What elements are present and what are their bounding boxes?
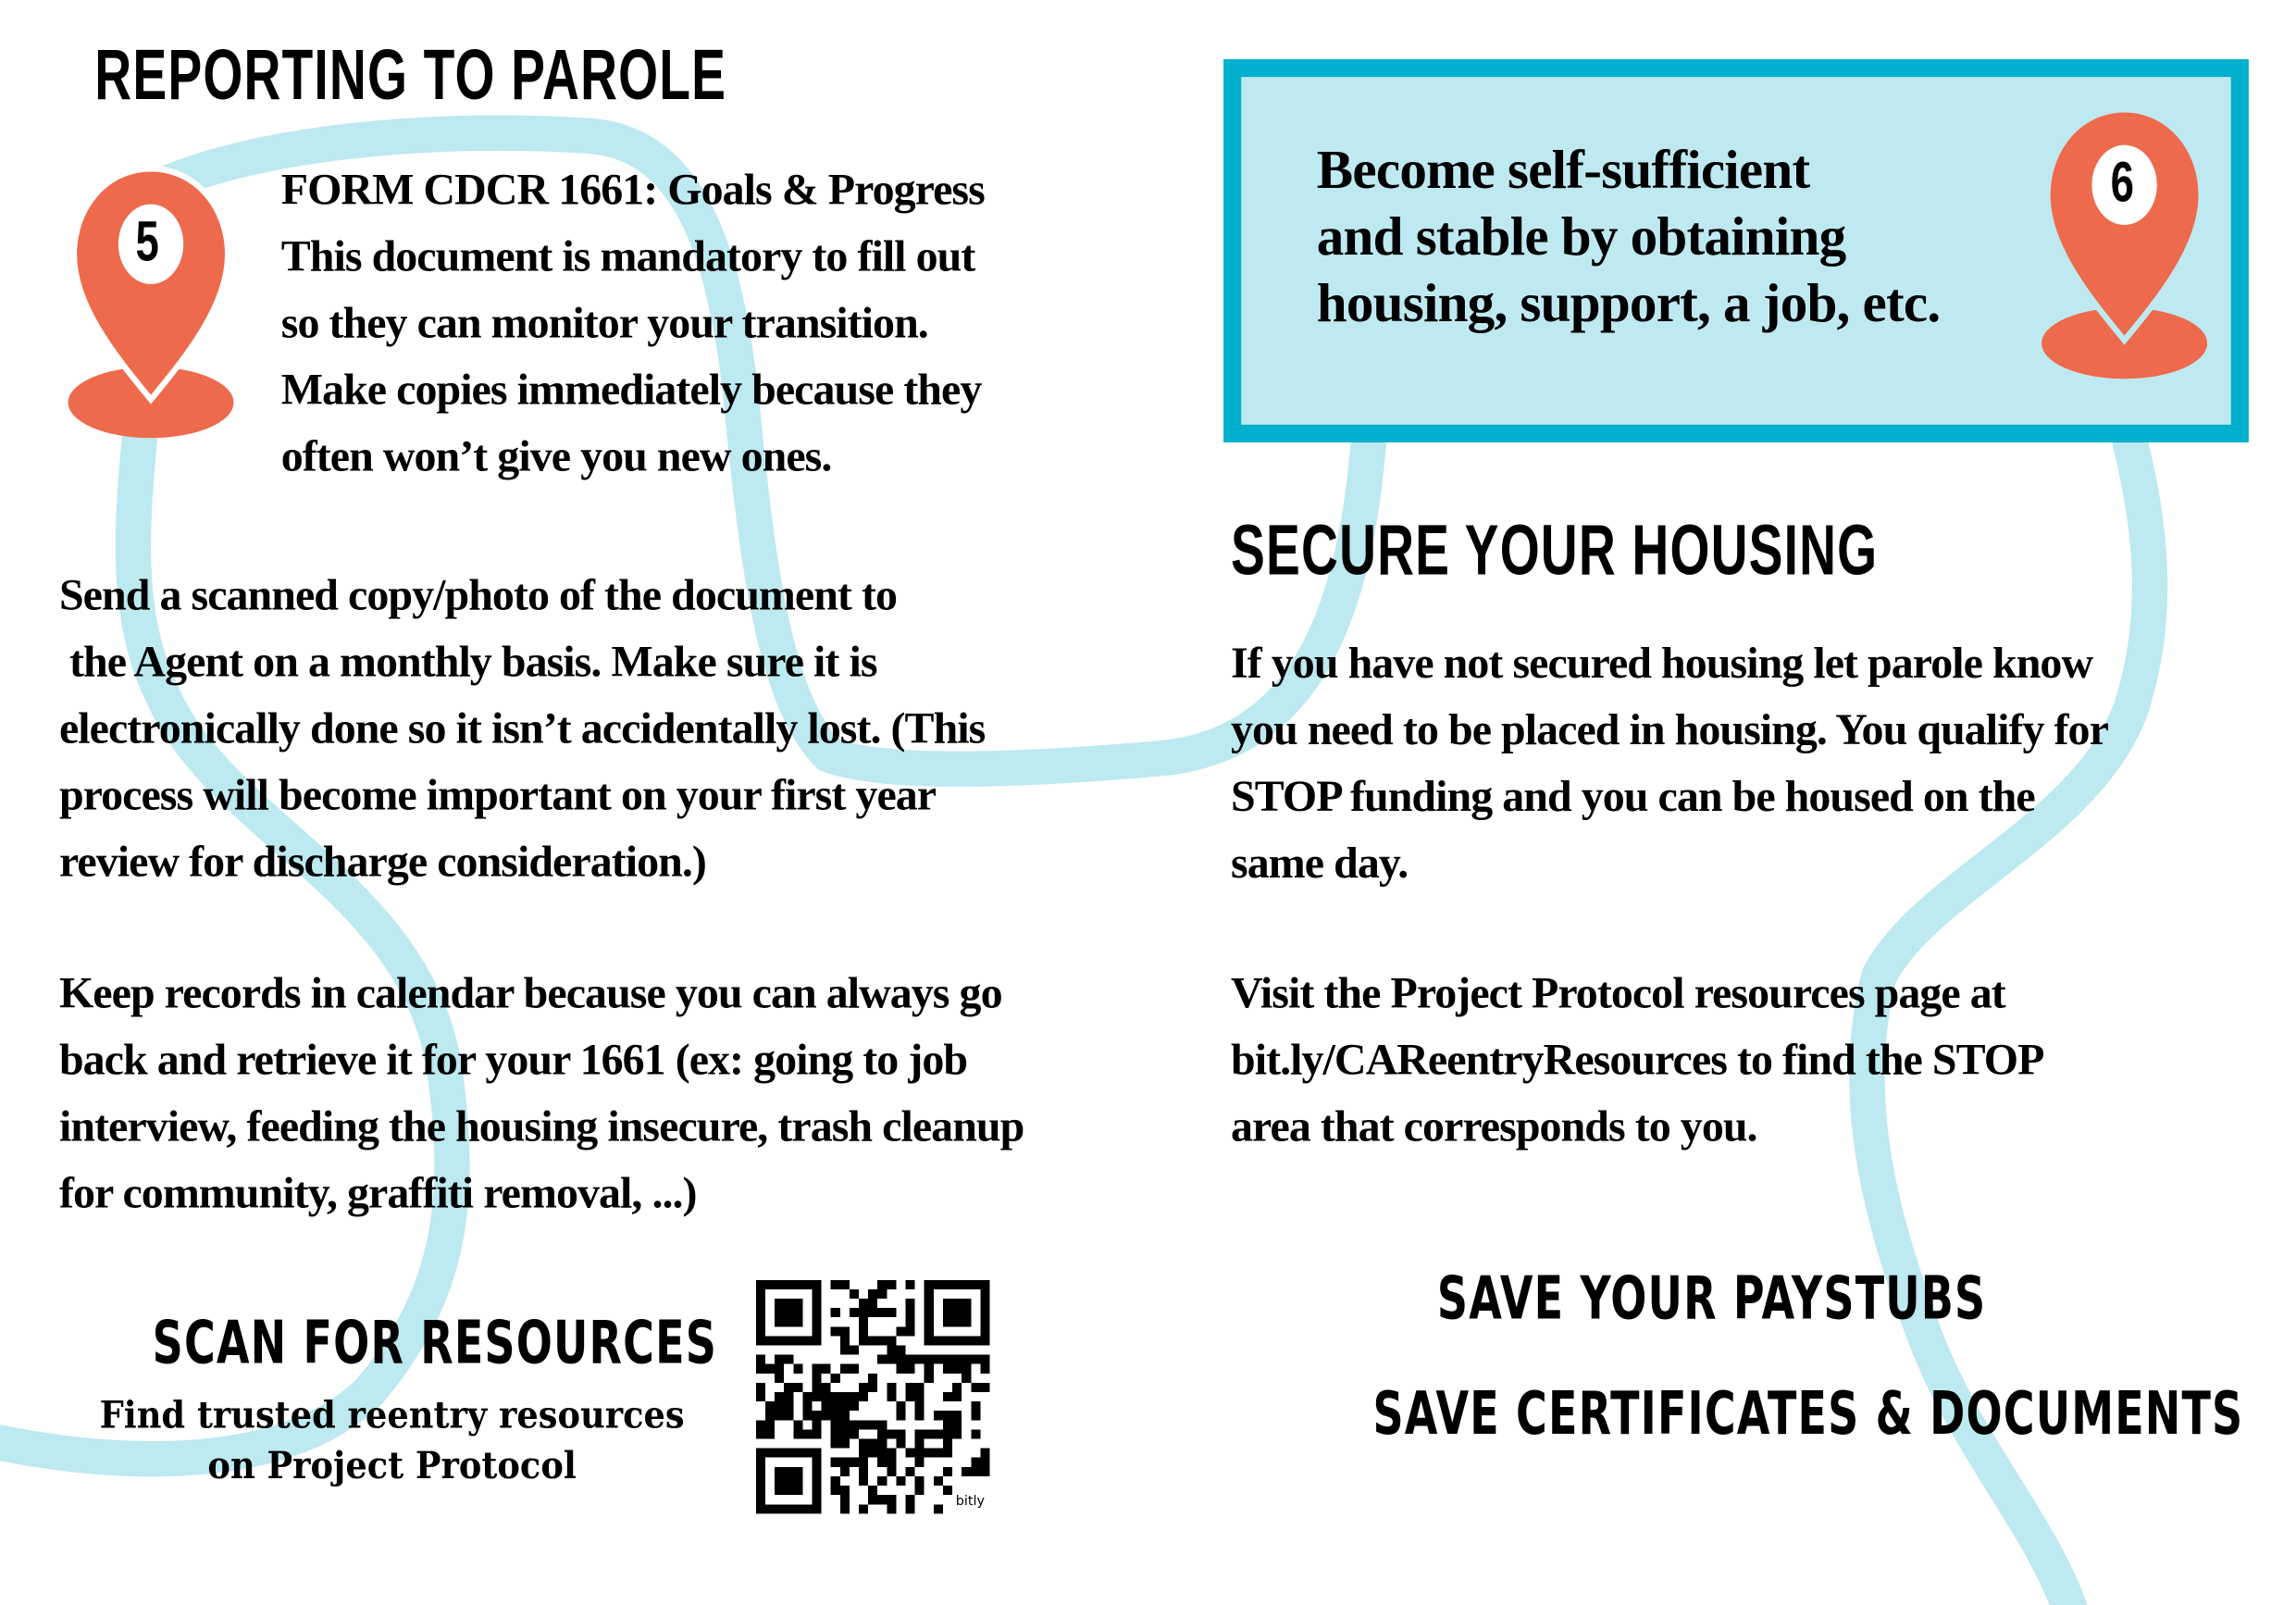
qr-module — [915, 1411, 925, 1420]
qr-module — [887, 1495, 896, 1504]
qr-module — [784, 1355, 793, 1364]
qr-module — [850, 1420, 859, 1429]
save-certificates-note: SAVE CERTIFICATES & DOCUMENTS — [1372, 1380, 2244, 1449]
qr-module — [896, 1346, 905, 1355]
qr-module — [756, 1392, 765, 1401]
qr-module — [943, 1439, 952, 1449]
qr-module — [887, 1336, 896, 1345]
qr-module — [943, 1364, 952, 1374]
qr-module — [765, 1411, 775, 1420]
map-pin-5-icon — [65, 166, 236, 441]
scan-subtitle — [58, 1391, 726, 1492]
qr-module — [943, 1411, 952, 1420]
qr-module — [831, 1439, 840, 1449]
qr-module — [896, 1476, 905, 1486]
qr-module — [952, 1411, 962, 1420]
qr-module — [906, 1504, 915, 1513]
qr-module — [859, 1449, 868, 1458]
paragraph-line: process will become important on your first year — [58, 770, 937, 820]
qr-module — [906, 1317, 915, 1326]
qr-finder-core — [775, 1467, 802, 1495]
qr-module — [868, 1439, 877, 1449]
qr-module — [840, 1401, 850, 1411]
qr-module — [962, 1467, 971, 1476]
qr-module — [887, 1308, 896, 1317]
qr-module — [756, 1355, 765, 1364]
qr-module — [840, 1439, 850, 1449]
qr-module — [971, 1411, 980, 1420]
qr-module — [802, 1411, 812, 1420]
qr-module — [802, 1392, 812, 1401]
qr-module — [887, 1392, 896, 1401]
qr-module — [868, 1289, 877, 1299]
qr-module — [915, 1401, 925, 1411]
goal-callout-text — [1317, 138, 1941, 338]
qr-module — [831, 1411, 840, 1420]
qr-module — [765, 1429, 775, 1438]
qr-module — [831, 1374, 840, 1383]
qr-module — [775, 1355, 784, 1364]
qr-module — [813, 1429, 822, 1438]
qr-module — [784, 1401, 793, 1411]
qr-module — [831, 1486, 840, 1495]
qr-module — [850, 1458, 859, 1467]
qr-module — [962, 1355, 971, 1364]
qr-module — [822, 1383, 831, 1392]
qr-module — [850, 1392, 859, 1401]
qr-module — [915, 1458, 925, 1467]
qr-module — [887, 1383, 896, 1392]
qr-module — [775, 1401, 784, 1411]
qr-module — [859, 1439, 868, 1449]
qr-module — [840, 1336, 850, 1345]
form-description — [281, 156, 985, 490]
paragraph-line: the Agent on a monthly basis. Make sure it is — [58, 637, 877, 687]
qr-module — [980, 1364, 989, 1374]
qr-module — [850, 1364, 859, 1374]
qr-module — [813, 1383, 822, 1392]
qr-module — [868, 1374, 877, 1383]
qr-module — [840, 1420, 850, 1429]
qr-module — [831, 1429, 840, 1438]
scan-copy-paragraph — [59, 562, 985, 895]
qr-module — [868, 1449, 877, 1458]
callout-line: and stable by obtaining — [1316, 206, 1846, 268]
qr-module — [934, 1476, 943, 1486]
qr-module — [859, 1299, 868, 1308]
reporting-title: REPORTING TO PAROLE — [94, 36, 727, 116]
paragraph-line: area that corresponds to you. — [1231, 1101, 1757, 1151]
paragraph-line: Send a scanned copy/photo of the document to — [58, 571, 898, 620]
qr-module — [943, 1355, 952, 1364]
qr-module — [925, 1374, 934, 1383]
qr-module — [850, 1401, 859, 1411]
qr-module — [850, 1346, 859, 1355]
qr-module — [887, 1280, 896, 1289]
qr-module — [915, 1383, 925, 1392]
paragraph-line: you need to be placed in housing. You qualify for — [1231, 705, 2108, 755]
qr-module — [971, 1383, 980, 1392]
qr-module — [859, 1467, 868, 1476]
qr-module — [887, 1458, 896, 1467]
qr-module — [906, 1299, 915, 1308]
qr-module — [877, 1458, 887, 1467]
qr-module — [925, 1449, 934, 1458]
qr-module — [980, 1355, 989, 1364]
qr-module — [859, 1383, 868, 1392]
qr-module — [831, 1326, 840, 1336]
qr-module — [952, 1355, 962, 1364]
qr-module — [840, 1467, 850, 1476]
qr-module — [868, 1420, 877, 1429]
qr-module — [906, 1495, 915, 1504]
qr-module — [980, 1383, 989, 1392]
qr-module — [784, 1411, 793, 1420]
qr-module — [831, 1280, 840, 1289]
paragraph-line: Visit the Project Protocol resources page at — [1231, 969, 2005, 1018]
qr-module — [943, 1449, 952, 1458]
qr-module — [943, 1467, 952, 1476]
qr-module — [896, 1411, 905, 1420]
qr-module — [896, 1401, 905, 1411]
qr-module — [887, 1346, 896, 1355]
qr-module — [868, 1308, 877, 1317]
form-line: often won’t give you new ones. — [280, 431, 832, 481]
qr-module — [840, 1346, 850, 1355]
scan-subtitle-line: Find trusted reentry resources — [99, 1393, 685, 1437]
qr-module — [877, 1420, 887, 1429]
qr-module — [896, 1429, 905, 1438]
resources-link-line[interactable]: bit.ly/CAReentryResources to find the STOP — [1231, 1036, 2044, 1085]
qr-module — [775, 1374, 784, 1383]
qr-module — [943, 1486, 952, 1495]
qr-module — [813, 1411, 822, 1420]
qr-module — [934, 1449, 943, 1458]
qr-module — [877, 1429, 887, 1438]
qr-module — [887, 1429, 896, 1438]
qr-module — [877, 1355, 887, 1364]
qr-module — [793, 1364, 802, 1374]
qr-module — [896, 1439, 905, 1449]
qr-module — [971, 1467, 980, 1476]
qr-module — [952, 1392, 962, 1401]
paragraph-line: for community, graffiti removal, ...) — [58, 1168, 697, 1218]
qr-module — [840, 1495, 850, 1504]
qr-module — [840, 1429, 850, 1438]
qr-module — [840, 1326, 850, 1336]
qr-module — [877, 1449, 887, 1458]
qr-bitly-label: bitly — [955, 1494, 985, 1510]
qr-module — [877, 1439, 887, 1449]
qr-module — [934, 1429, 943, 1438]
qr-module — [850, 1308, 859, 1317]
qr-module — [765, 1364, 775, 1374]
qr-module — [934, 1504, 943, 1513]
housing-paragraph — [1231, 630, 2108, 897]
qr-module — [980, 1449, 989, 1458]
qr-module — [971, 1458, 980, 1467]
qr-module — [868, 1486, 877, 1495]
qr-module — [971, 1355, 980, 1364]
qr-module — [877, 1336, 887, 1345]
qr-module — [952, 1364, 962, 1374]
qr-module — [813, 1374, 822, 1383]
qr-module — [793, 1429, 802, 1438]
paragraph-line: review for discharge consideration.) — [58, 837, 706, 887]
paragraph-line: STOP funding and you can be housed on the — [1231, 772, 2035, 822]
paragraph-line: back and retrieve it for your 1661 (ex: going to job — [58, 1036, 968, 1085]
qr-module — [831, 1308, 840, 1317]
qr-module — [906, 1449, 915, 1458]
qr-module — [915, 1439, 925, 1449]
qr-module — [840, 1504, 850, 1513]
qr-module — [765, 1420, 775, 1429]
qr-module — [831, 1476, 840, 1486]
qr-module — [934, 1411, 943, 1420]
qr-module — [962, 1364, 971, 1374]
qr-module — [859, 1476, 868, 1486]
qr-module — [831, 1420, 840, 1429]
qr-module — [840, 1392, 850, 1401]
qr-module — [943, 1429, 952, 1438]
qr-module — [980, 1458, 989, 1467]
qr-module — [756, 1383, 765, 1392]
qr-module — [756, 1429, 765, 1438]
qr-module — [756, 1364, 765, 1374]
qr-module — [765, 1401, 775, 1411]
qr-module — [925, 1364, 934, 1374]
qr-module — [850, 1289, 859, 1299]
qr-module — [859, 1504, 868, 1513]
qr-module — [793, 1420, 802, 1429]
qr-module — [813, 1392, 822, 1401]
qr-module — [802, 1429, 812, 1438]
qr-module — [775, 1411, 784, 1420]
qr-module — [859, 1458, 868, 1467]
qr-module — [840, 1280, 850, 1289]
qr-module — [943, 1392, 952, 1401]
form-line: FORM CDCR 1661: Goals & Progress — [280, 166, 985, 215]
qr-module — [943, 1420, 952, 1429]
qr-module — [850, 1429, 859, 1438]
qr-module — [906, 1383, 915, 1392]
qr-module — [952, 1420, 962, 1429]
qr-module — [915, 1476, 925, 1486]
records-paragraph — [59, 960, 1024, 1226]
qr-module — [887, 1449, 896, 1458]
qr-module — [952, 1383, 962, 1392]
qr-module — [822, 1411, 831, 1420]
qr-module — [877, 1476, 887, 1486]
qr-module — [962, 1374, 971, 1383]
qr-module — [906, 1364, 915, 1374]
pin-5-number: 5 — [135, 211, 159, 274]
map-pin-6-icon — [2039, 106, 2210, 381]
qr-module — [896, 1326, 905, 1336]
qr-module — [822, 1364, 831, 1374]
qr-module — [840, 1411, 850, 1420]
qr-module — [906, 1355, 915, 1364]
qr-finder-core — [775, 1299, 802, 1326]
qr-module — [915, 1429, 925, 1438]
qr-module — [840, 1486, 850, 1495]
paragraph-line: same day. — [1231, 839, 1409, 889]
qr-module — [887, 1467, 896, 1476]
qr-module — [906, 1326, 915, 1336]
qr-module — [934, 1355, 943, 1364]
qr-module — [784, 1383, 793, 1392]
qr-module — [840, 1364, 850, 1374]
qr-module — [784, 1392, 793, 1401]
qr-module — [802, 1401, 812, 1411]
qr-module — [915, 1449, 925, 1458]
qr-module — [831, 1458, 840, 1467]
qr-module — [980, 1467, 989, 1476]
qr-module — [813, 1364, 822, 1374]
qr-module — [831, 1401, 840, 1411]
qr-finder-core — [943, 1299, 971, 1326]
paragraph-line: If you have not secured housing let parole know — [1231, 639, 2093, 689]
paragraph-line: Keep records in calendar because you can always go — [58, 969, 1002, 1018]
save-paystubs-note: SAVE YOUR PAYSTUBS — [1436, 1264, 1987, 1334]
paragraph-line: interview, feeding the housing insecure, trash cleanup — [58, 1101, 1024, 1151]
callout-line: housing, support, a job, etc. — [1316, 273, 1941, 335]
qr-module — [859, 1420, 868, 1429]
secure-housing-title: SECURE YOUR HOUSING — [1231, 512, 1879, 591]
form-line: This document is mandatory to fill out — [280, 231, 975, 281]
qr-module — [775, 1392, 784, 1401]
qr-module — [868, 1383, 877, 1392]
qr-module — [868, 1336, 877, 1345]
qr-module — [906, 1280, 915, 1289]
qr-module — [915, 1392, 925, 1401]
qr-module — [813, 1420, 822, 1429]
qr-module — [877, 1308, 887, 1317]
resources-paragraph — [1231, 960, 2043, 1160]
qr-module — [887, 1504, 896, 1513]
qr-module — [859, 1308, 868, 1317]
qr-module — [822, 1392, 831, 1401]
qr-module — [859, 1392, 868, 1401]
qr-module — [925, 1429, 934, 1438]
qr-module — [840, 1458, 850, 1467]
qr-module — [859, 1326, 868, 1336]
qr-module — [896, 1364, 905, 1374]
qr-module — [925, 1355, 934, 1364]
form-line: Make copies immediately because they — [280, 365, 982, 415]
qr-module — [952, 1429, 962, 1438]
qr-module — [906, 1467, 915, 1476]
qr-module — [831, 1392, 840, 1401]
qr-module — [868, 1495, 877, 1504]
qr-module — [915, 1355, 925, 1364]
qr-code[interactable] — [754, 1280, 991, 1514]
qr-module — [822, 1401, 831, 1411]
qr-module — [887, 1355, 896, 1364]
callout-line: Become self-sufficient — [1316, 140, 1810, 202]
qr-module — [906, 1392, 915, 1401]
pin-6-number: 6 — [2110, 152, 2134, 215]
qr-module — [793, 1383, 802, 1392]
qr-module — [906, 1308, 915, 1317]
scan-subtitle-line: on Project Protocol — [207, 1444, 577, 1487]
qr-module — [915, 1486, 925, 1495]
qr-module — [877, 1495, 887, 1504]
qr-module — [971, 1401, 980, 1411]
form-line: so they can monitor your transition. — [280, 298, 928, 348]
qr-module — [756, 1420, 765, 1429]
qr-module — [859, 1317, 868, 1326]
qr-module — [896, 1355, 905, 1364]
scan-for-resources-heading: SCAN FOR RESOURCES — [152, 1309, 718, 1378]
qr-module — [877, 1280, 887, 1289]
qr-module — [971, 1429, 980, 1438]
qr-module — [877, 1289, 887, 1299]
qr-module — [775, 1364, 784, 1374]
qr-module — [868, 1299, 877, 1308]
qr-module — [859, 1336, 868, 1345]
paragraph-line: electronically done so it isn’t accidentally lost. (This — [58, 703, 986, 753]
